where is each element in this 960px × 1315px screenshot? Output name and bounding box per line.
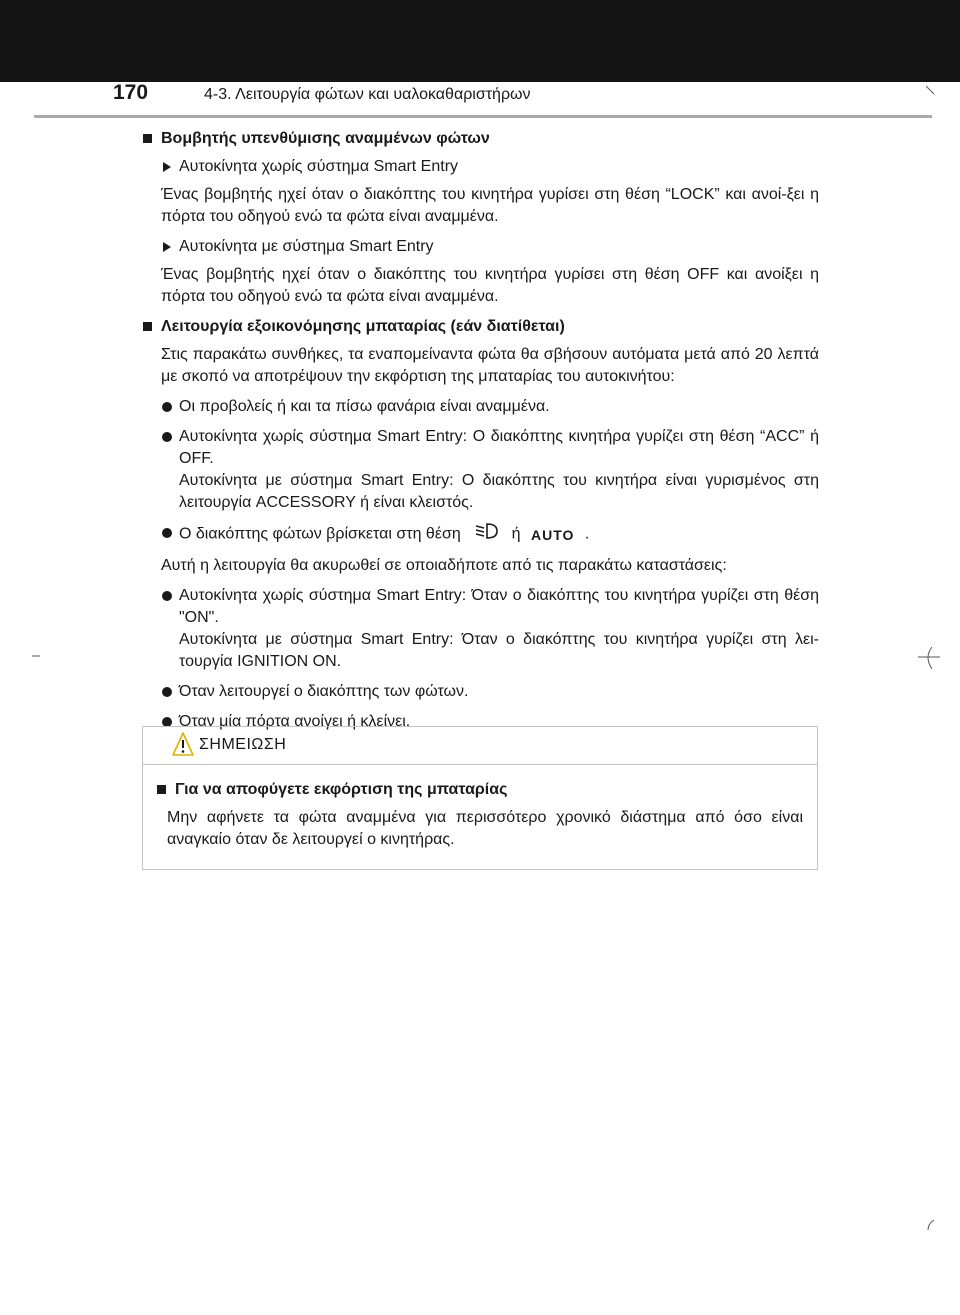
content — [143, 124, 819, 741]
subheading-no-smart-entry: Αυτοκίνητα χωρίς σύστημα Smart Entry — [161, 156, 819, 178]
bullet-engine-switch — [161, 426, 819, 514]
notice-heading: Για να αποφύγετε εκφόρτιση της μπαταρίας — [157, 779, 803, 801]
bullet-engine-switch-no-smart: Αυτοκίνητα χωρίς σύστημα Smart Entry: Ο διακόπτης κινητήρα γυρίζει στη θέση “ACC” ή OFF. — [179, 428, 819, 467]
top-black-band — [0, 0, 960, 82]
bullet-engine-switch-smart: Αυτοκίνητα με σύστημα Smart Entry: Ο διακόπτης του κινητήρα είναι γυρισμένος στη λειτουργία ACCESSORY ή είναι κλειστός. — [179, 472, 819, 511]
warning-triangle-icon — [171, 731, 195, 762]
notice-label: ΣΗΜΕΙΩΣΗ — [199, 736, 287, 753]
bullet-lights-on: Οι προβολείς ή και τα πίσω φανάρια είναι αναμμένα. — [161, 396, 819, 418]
header-rule — [34, 115, 932, 118]
page-number: 170 — [113, 81, 149, 104]
bullet-cancel-no-smart: Αυτοκίνητα χωρίς σύστημα Smart Entry: Όταν ο διακόπτης του κινητήρα γυρίζει στη θέση "ON". — [179, 587, 819, 626]
heading-battery-saver: Λειτουργία εξοικονόμησης μπαταρίας (εάν διατίθεται) — [143, 316, 819, 338]
paragraph-cancel: Αυτή η λειτουργία θα ακυρωθεί σε οποιαδήποτε από τις παρακάτω καταστάσεις: — [161, 557, 727, 574]
crop-mark-top-right — [924, 84, 938, 98]
crop-mark-right — [918, 645, 942, 673]
notice-body — [143, 765, 817, 851]
bullet-light-switch-position — [161, 522, 819, 547]
period: . — [584, 525, 590, 543]
crop-mark-bottom-right — [924, 1218, 938, 1232]
auto-position-label: AUTO — [530, 526, 575, 543]
paragraph-buzzer-smart-entry: Ένας βομβητής ηχεί όταν ο διακόπτης του κινητήρα γυρίσει στη θέση OFF και ανοίξει η πόρτα του οδηγού ενώ τα φώτα είναι αναμμένα. — [161, 266, 819, 305]
bullet-cancel-light-switch: Όταν λειτουργεί ο διακόπτης των φώτων. — [161, 681, 819, 703]
low-beam-headlight-icon — [473, 522, 499, 547]
notice-box — [142, 726, 818, 870]
bullet-cancel-door: Όταν μία πόρτα ανοίγει ή κλείνει. — [161, 711, 819, 733]
paragraph-battery-intro: Στις παρακάτω συνθήκες, τα εναπομείναντα φώτα θα σβήσουν αυτόματα μετά από 20 λεπτά με σκοπό να αποτρέψουν την εκφόρτιση της μπαταρίας του αυτοκινήτου: — [161, 346, 819, 385]
crop-mark-left — [30, 653, 42, 659]
section-title: 4-3. Λειτουργία φώτων και υαλοκαθαριστήρων — [204, 86, 531, 103]
bullet-cancel-smart: Αυτοκίνητα με σύστημα Smart Entry: Όταν ο διακόπτης του κινητήρα γυρίζει στη λει-τουργία IGNITION ON. — [179, 631, 819, 670]
or-word: ή — [511, 525, 521, 543]
notice-header — [143, 727, 817, 765]
subheading-smart-entry: Αυτοκίνητα με σύστημα Smart Entry — [161, 236, 819, 258]
paragraph-buzzer-no-smart-entry: Ένας βομβητής ηχεί όταν ο διακόπτης του κινητήρα γυρίσει στη θέση “LOCK” και ανοί-ξει η πόρτα του οδηγού ενώ τα φώτα είναι αναμμένα. — [161, 186, 819, 225]
light-switch-text: Ο διακόπτης φώτων βρίσκεται στη θέση — [179, 525, 461, 543]
bullet-cancel-ignition — [161, 585, 819, 673]
heading-buzzer: Βομβητής υπενθύμισης αναμμένων φώτων — [143, 128, 819, 150]
notice-text: Μην αφήνετε τα φώτα αναμμένα για περισσότερο χρονικό διάστημα από όσο είναι αναγκαίο όταν δε λειτουργεί ο κινητήρας. — [167, 809, 803, 848]
